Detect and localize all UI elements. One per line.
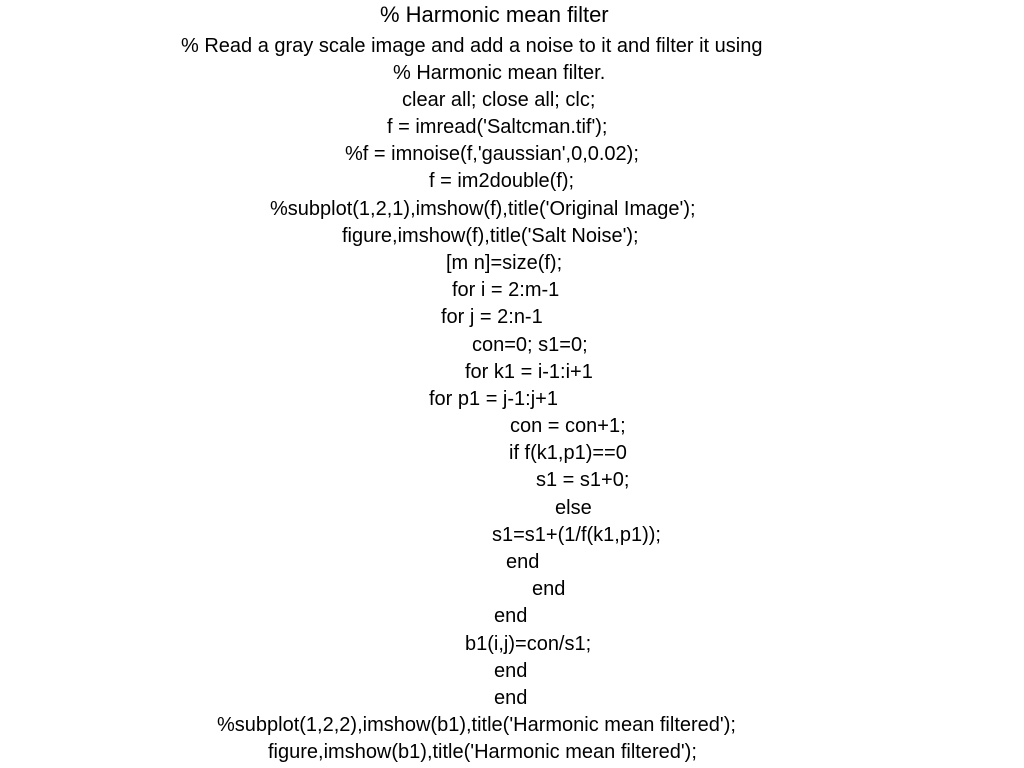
code-line-14: for p1 = j-1:j+1 bbox=[429, 388, 558, 410]
code-line-19: s1=s1+(1/f(k1,p1)); bbox=[492, 524, 661, 546]
code-line-7: %subplot(1,2,1),imshow(f),title('Original Image'); bbox=[270, 198, 696, 220]
code-line-13: for k1 = i-1:i+1 bbox=[465, 361, 593, 383]
code-line-22: end bbox=[494, 605, 528, 627]
code-line-5: %f = imnoise(f,'gaussian',0,0.02); bbox=[345, 143, 639, 165]
code-line-8: figure,imshow(f),title('Salt Noise'); bbox=[342, 225, 639, 247]
code-line-12: con=0; s1=0; bbox=[472, 334, 588, 356]
code-line-2: % Harmonic mean filter. bbox=[393, 62, 606, 84]
code-line-3: clear all; close all; clc; bbox=[402, 89, 596, 111]
code-line-11: for j = 2:n-1 bbox=[441, 306, 543, 328]
code-line-17: s1 = s1+0; bbox=[536, 469, 630, 491]
code-line-6: f = im2double(f); bbox=[429, 170, 575, 192]
slide-title: % Harmonic mean filter bbox=[380, 2, 609, 27]
code-line-21: end bbox=[532, 578, 566, 600]
code-line-27: figure,imshow(b1),title('Harmonic mean filtered'); bbox=[268, 741, 697, 763]
code-line-9: [m n]=size(f); bbox=[446, 252, 563, 274]
code-line-15: con = con+1; bbox=[510, 415, 626, 437]
code-line-26: %subplot(1,2,2),imshow(b1),title('Harmonic mean filtered'); bbox=[217, 714, 736, 736]
code-line-23: b1(i,j)=con/s1; bbox=[465, 633, 592, 655]
code-line-18: else bbox=[555, 497, 592, 519]
code-line-1: % Read a gray scale image and add a noise to it and filter it using bbox=[181, 35, 763, 57]
code-line-4: f = imread('Saltcman.tif'); bbox=[387, 116, 608, 138]
code-line-25: end bbox=[494, 687, 528, 709]
code-line-10: for i = 2:m-1 bbox=[452, 279, 560, 301]
code-line-16: if f(k1,p1)==0 bbox=[509, 442, 627, 464]
code-line-20: end bbox=[506, 551, 540, 573]
code-line-24: end bbox=[494, 660, 528, 682]
